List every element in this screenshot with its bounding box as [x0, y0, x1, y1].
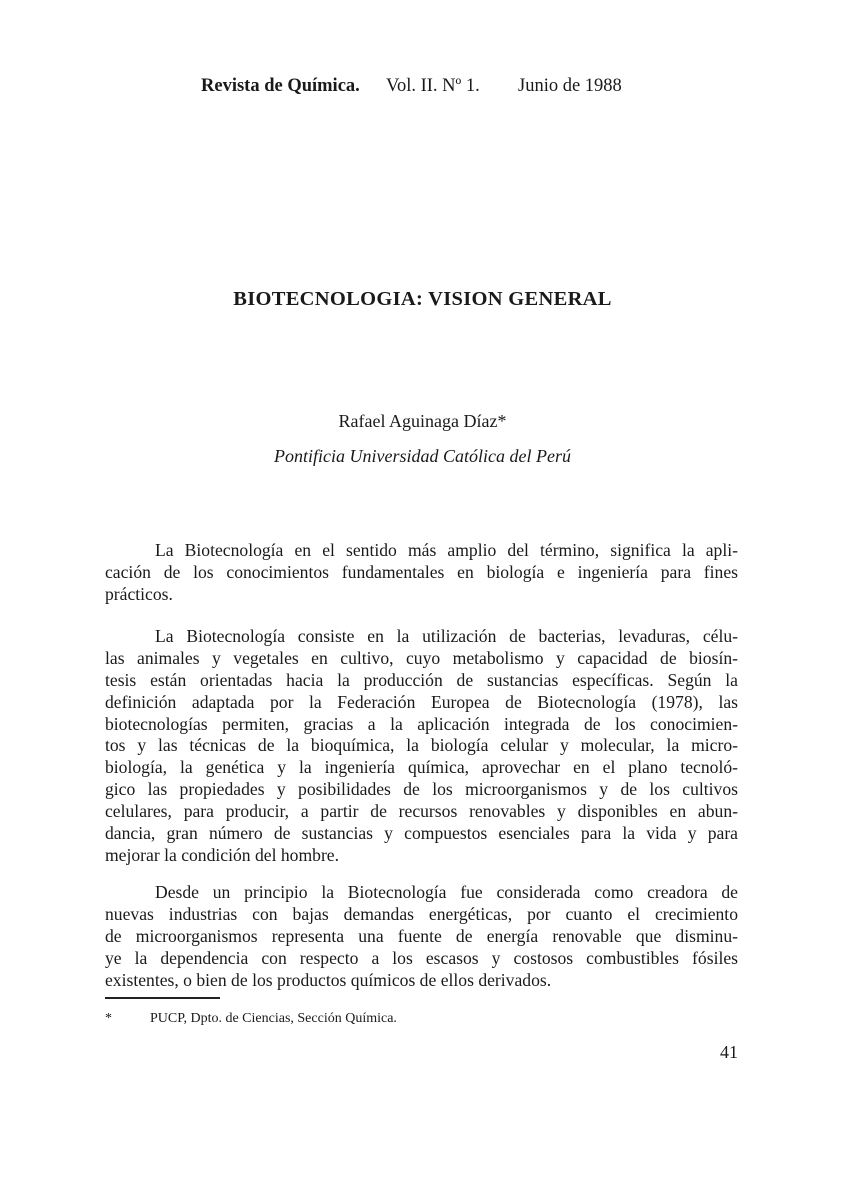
text-line: tesis están orientadas hacia la producción de sustancias específicas. Según la	[105, 669, 738, 690]
text-line: ye la dependencia con respecto a los escasos y costosos combustibles fósiles	[105, 947, 738, 968]
text-line: celulares, para producir, a partir de recursos renovables y disponibles en abun-	[105, 801, 738, 822]
text-line: de microorganismos representa una fuente de energía renovable que disminu-	[105, 925, 738, 946]
text-line: tos y las técnicas de la bioquímica, la biología celular y molecular, la micro-	[105, 735, 738, 756]
author-affiliation: Pontificia Universidad Católica del Perú	[274, 446, 571, 466]
text-line: La Biotecnología consiste en la utilización de bacterias, levaduras, célu-	[155, 626, 738, 646]
page-number: 41	[720, 1042, 738, 1062]
text-line: biología, la genética y la ingeniería química, aprovechar en el plano tecnoló-	[105, 757, 738, 778]
footnote-text: PUCP, Dpto. de Ciencias, Sección Química.	[150, 1011, 397, 1026]
footnote	[105, 1011, 397, 1027]
text-line: definición adaptada por la Federación Europea de Biotecnología (1978), las	[105, 691, 738, 712]
journal-name: Revista de Química.	[201, 76, 360, 96]
text-line: existentes, o bien de los productos químicos de ellos derivados.	[105, 969, 552, 990]
paragraph-2	[105, 626, 738, 867]
text-line: mejorar la condición del hombre.	[105, 844, 340, 865]
text-line: cación de los conocimientos fundamentales en biología e ingeniería para fines	[105, 561, 738, 582]
author-name: Rafael Aguinaga Díaz*	[338, 411, 507, 431]
paragraph-1	[105, 540, 738, 606]
paragraph-3	[105, 882, 738, 991]
article-title: BIOTECNOLOGIA: VISION GENERAL	[233, 288, 612, 310]
journal-volume: Vol. II. Nº 1.	[386, 76, 480, 96]
text-line: biotecnologías permiten, gracias a la aplicación integrada de los conocimien-	[105, 713, 738, 734]
text-line: gico las propiedades y posibilidades de los microorganismos y de los cultivos	[105, 779, 738, 800]
text-line: Desde un principio la Biotecnología fue considerada como creadora de	[155, 882, 738, 902]
text-line: nuevas industrias con bajas demandas energéticas, por cuanto el crecimiento	[105, 903, 738, 924]
text-line: las animales y vegetales en cultivo, cuyo metabolismo y capacidad de biosín-	[105, 647, 738, 668]
journal-date: Junio de 1988	[518, 76, 622, 96]
text-line: dancia, gran número de sustancias y compuestos esenciales para la vida y para	[105, 823, 738, 844]
text-line: prácticos.	[105, 583, 173, 604]
footnote-mark: *	[105, 1011, 112, 1026]
footnote-divider	[105, 997, 220, 999]
text-line: La Biotecnología en el sentido más amplio del término, significa la apli-	[155, 540, 738, 560]
